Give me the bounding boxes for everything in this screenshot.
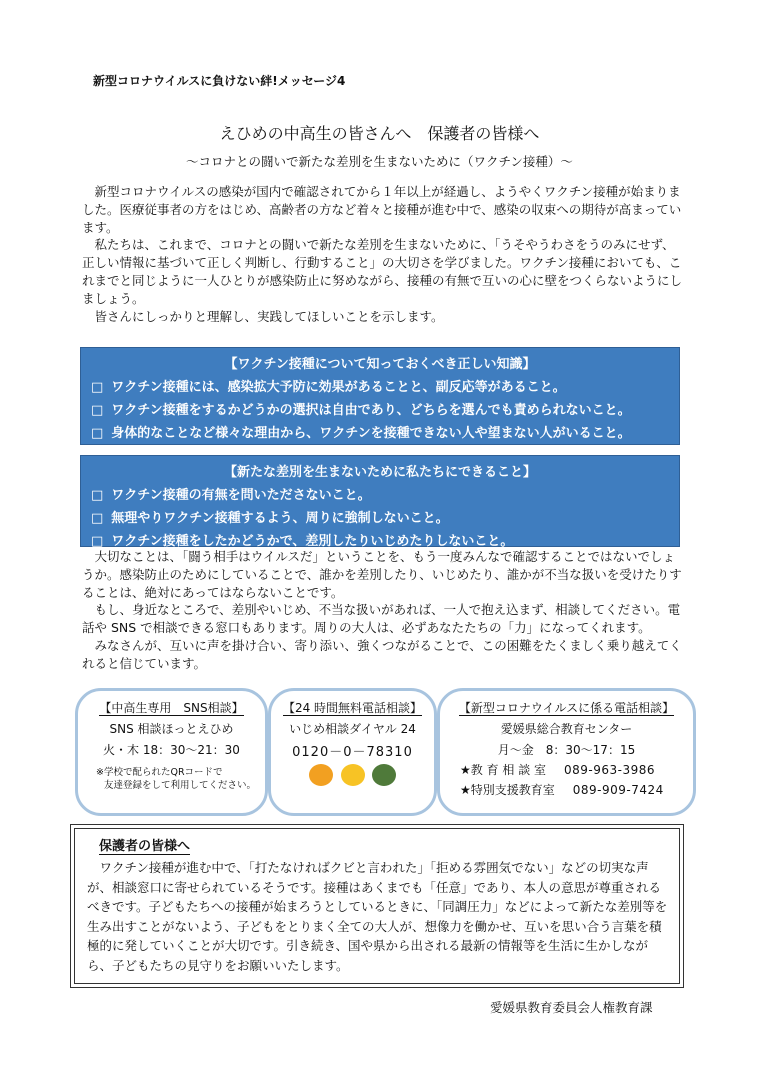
green-mascot-icon bbox=[372, 764, 396, 786]
action-item bbox=[91, 484, 679, 503]
intro-paragraph: 皆さんにしっかりと理解し、実践してほしいことを示します。 bbox=[94, 308, 444, 324]
dial-phone-number: 0120－0－78310 bbox=[292, 745, 413, 760]
sns-hours: 火・木 18：30～21：30 bbox=[103, 743, 240, 757]
page-title: えひめの中高生の皆さんへ 保護者の皆様へ bbox=[219, 124, 540, 143]
checkbox-icon: □ bbox=[91, 426, 104, 441]
sns-note-line: 友達登録をして利用してください。 bbox=[104, 780, 257, 791]
knowledge-item bbox=[91, 376, 679, 395]
action-item bbox=[91, 530, 679, 549]
issuer-footer: 愛媛県教育委員会人権教育課 bbox=[490, 1000, 653, 1015]
checkbox-icon: □ bbox=[91, 403, 104, 418]
center-phone-row bbox=[460, 781, 693, 798]
action-item-text: ワクチン接種の有無を問いたださないこと。 bbox=[111, 488, 371, 503]
action-item-text: 無理やりワクチン接種するよう、周りに強制しないこと。 bbox=[111, 511, 449, 526]
center-office-label: ★教 育 相 談 室 bbox=[460, 763, 547, 777]
education-center-card bbox=[437, 688, 696, 816]
orange-mascot-icon bbox=[341, 764, 365, 786]
knowledge-box bbox=[80, 347, 680, 445]
sns-service-name: SNS 相談ほっとえひめ bbox=[109, 722, 234, 736]
intro-section bbox=[82, 183, 682, 325]
knowledge-box-title: 【ワクチン接種について知っておくべき正しい知識】 bbox=[224, 357, 536, 372]
guardian-message-box bbox=[70, 824, 684, 988]
action-item bbox=[91, 507, 679, 526]
center-hours: 月～金 8：30～17：15 bbox=[497, 743, 636, 757]
message-section bbox=[82, 548, 682, 673]
checkbox-icon: □ bbox=[91, 534, 104, 549]
orange-mascot-icon bbox=[309, 764, 333, 786]
action-box bbox=[80, 455, 680, 547]
center-office-label: ★特別支援教育室 bbox=[460, 783, 555, 797]
center-card-heading: 【新型コロナウイルスに係る電話相談】 bbox=[458, 701, 675, 715]
message-paragraph: 大切なことは、「闘う相手はウイルスだ」ということを、もう一度みんなで確認することではないでしょうか。感染防止のためにしていることで、誰かを差別したり、いじめたり、誰かが不当な扱いを受けたりすることは、絶対にあってはならないことです。 bbox=[82, 549, 682, 600]
sns-note-line: ※学校で配られたQRコードで bbox=[96, 767, 223, 778]
intro-paragraph: 新型コロナウイルスの感染が国内で確認されてから１年以上が経過し、ようやくワクチン接種が始まりました。医療従事者の方をはじめ、高齢者の方など着々と接種が進む中で、感染の収束への期待が高まっています。 bbox=[82, 184, 682, 235]
checkbox-icon: □ bbox=[91, 488, 104, 503]
sns-consultation-card bbox=[75, 688, 268, 816]
sns-note bbox=[96, 766, 265, 792]
dial-card-heading: 【24 時間無料電話相談】 bbox=[282, 701, 423, 715]
knowledge-item-text: 身体的なことなど様々な理由から、ワクチンを接種できない人や望まない人がいること。 bbox=[111, 426, 631, 441]
center-phone-row bbox=[460, 761, 693, 778]
intro-paragraph: 私たちは、これまで、コロナとの闘いで新たな差別を生まないために、「うそやうわさをうのみにせず、正しい情報に基づいて正しく判断し、行動すること」の大切さを学びました。ワクチン接種においても、これまでと同じように一人ひとりが感染防止に努めながら、接種の有無で互いの心に壁をつくらないようにしましょう。 bbox=[82, 237, 683, 306]
checkbox-icon: □ bbox=[91, 380, 104, 395]
knowledge-item bbox=[91, 422, 679, 441]
action-box-title: 【新たな差別を生まないために私たちにできること】 bbox=[223, 465, 536, 480]
center-name: 愛媛県総合教育センター bbox=[500, 722, 633, 736]
guardian-text: ワクチン接種が進む中で、「打たなければクビと言われた」「拒める雰囲気でない」などの切実な声が、相談窓口に寄せられているそうです。接種はあくまでも「任意」であり、本人の意思が尊重されるべきです。子どもたちへの接種が始まろうとしているときに、「同調圧力」などによって新たな差別等を生み出すことがないよう、子どもをとりまく全ての大人が、想像力を働かせ、互いを思い合う言葉を積極的に発していくことが大切です。引き続き、国や県から出される最新の情報等を生活に生かしながら、子どもたちの見守りをお願いいたします。 bbox=[87, 860, 668, 973]
sns-card-heading: 【中高生専用 SNS相談】 bbox=[99, 701, 244, 715]
checkbox-icon: □ bbox=[91, 511, 104, 526]
mascot-row bbox=[271, 764, 434, 789]
center-phone-number: 089-909-7424 bbox=[572, 783, 664, 797]
dial-service-name: いじめ相談ダイヤル 24 bbox=[289, 722, 416, 736]
guardian-title: 保護者の皆様へ bbox=[99, 839, 191, 854]
series-label: 新型コロナウイルスに負けない絆!メッセージ4 bbox=[93, 74, 346, 88]
message-paragraph: みなさんが、互いに声を掛け合い、寄り添い、強くつながることで、この困難をたくましく乗り越えてくれると信じています。 bbox=[82, 637, 682, 671]
page-subtitle: ～コロナとの闘いで新たな差別を生まないために（ワクチン接種）～ bbox=[186, 154, 573, 169]
knowledge-item-text: ワクチン接種をするかどうかの選択は自由であり、どちらを選んでも責められないこと。 bbox=[111, 403, 631, 418]
action-item-text: ワクチン接種をしたかどうかで、差別したりいじめたりしないこと。 bbox=[111, 534, 514, 549]
knowledge-item-text: ワクチン接種には、感染拡大予防に効果があることと、副反応等があること。 bbox=[111, 380, 566, 395]
phone-consultation-card bbox=[268, 688, 437, 816]
knowledge-item bbox=[91, 399, 679, 418]
center-phone-number: 089-963-3986 bbox=[564, 763, 656, 777]
message-paragraph: もし、身近なところで、差別やいじめ、不当な扱いがあれば、一人で抱え込まず、相談してください。電話や SNS で相談できる窓口もあります。周りの大人は、必ずあなたたちの「力」になってくれます。 bbox=[82, 602, 681, 636]
